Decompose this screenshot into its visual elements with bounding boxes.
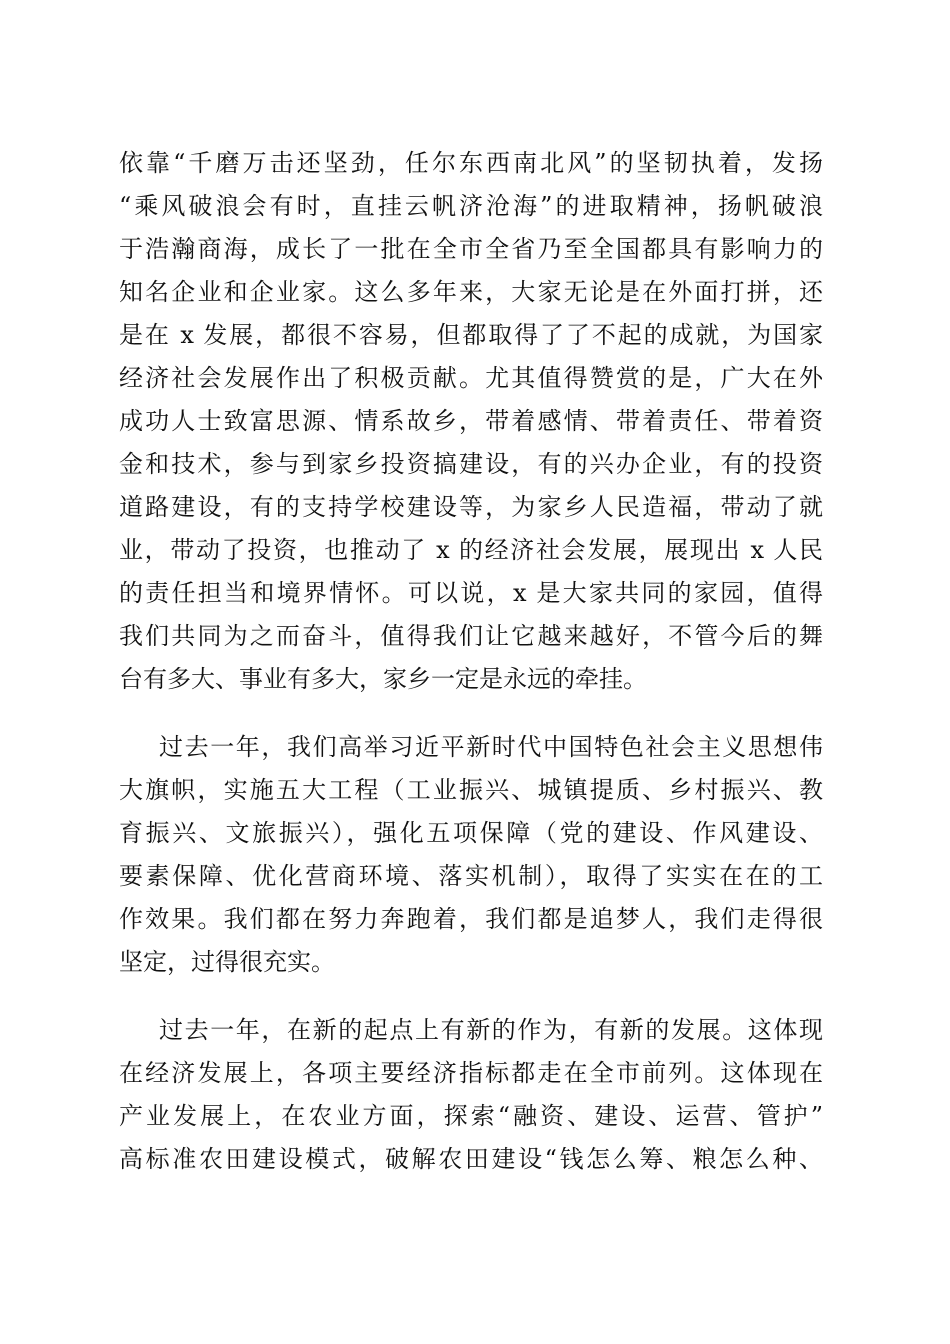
text-line: 于浩瀚商海，成长了一批在全市全省乃至全国都具有影响力的	[119, 235, 823, 263]
text-line: 知名企业和企业家。这么多年来，大家无论是在外面打拼，还	[119, 278, 823, 306]
text-line: 依靠“千磨万击还坚劲，任尔东西南北风”的坚韧执着，发扬	[119, 149, 823, 177]
text-line: 经济社会发展作出了积极贡献。尤其值得赞赏的是，广大在外	[119, 364, 823, 392]
text-line: 我们共同为之而奋斗，值得我们让它越来越好，不管今后的舞	[119, 622, 823, 650]
text-line: 业，带动了投资，也推动了 x 的经济社会发展，展现出 x 人民	[119, 536, 823, 564]
text-line: 道路建设，有的支持学校建设等，为家乡人民造福，带动了就	[119, 493, 823, 521]
text-line: 作效果。我们都在努力奔跑着，我们都是追梦人，我们走得很	[119, 905, 823, 933]
text-line: 金和技术，参与到家乡投资搞建设，有的兴办企业，有的投资	[119, 450, 823, 478]
text-line: 台有多大、事业有多大，家乡一定是永远的牵挂。	[119, 665, 647, 693]
text-line: 大旗帜，实施五大工程（工业振兴、城镇提质、乡村振兴、教	[119, 776, 823, 804]
text-line: “乘风破浪会有时，直挂云帆济沧海”的进取精神，扬帆破浪	[119, 192, 823, 220]
text-line: 过去一年，我们高举习近平新时代中国特色社会主义思想伟	[159, 733, 823, 761]
text-line: 坚定，过得很充实。	[119, 948, 335, 976]
text-line: 在经济发展上，各项主要经济指标都走在全市前列。这体现在	[119, 1059, 823, 1087]
text-line: 过去一年，在新的起点上有新的作为，有新的发展。这体现	[159, 1016, 823, 1044]
text-line: 是在 x 发展，都很不容易，但都取得了了不起的成就，为国家	[119, 321, 823, 349]
text-line: 高标准农田建设模式，破解农田建设“钱怎么筹、粮怎么种、	[119, 1145, 823, 1173]
text-line: 产业发展上，在农业方面，探索“融资、建设、运营、管护”	[119, 1102, 823, 1130]
text-line: 育振兴、文旅振兴），强化五项保障（党的建设、作风建设、	[119, 819, 823, 847]
text-line: 要素保障、优化营商环境、落实机制），取得了实实在在的工	[119, 862, 823, 890]
text-line: 的责任担当和境界情怀。可以说，x 是大家共同的家园，值得	[119, 579, 823, 607]
text-line: 成功人士致富思源、情系故乡，带着感情、带着责任、带着资	[119, 407, 823, 435]
